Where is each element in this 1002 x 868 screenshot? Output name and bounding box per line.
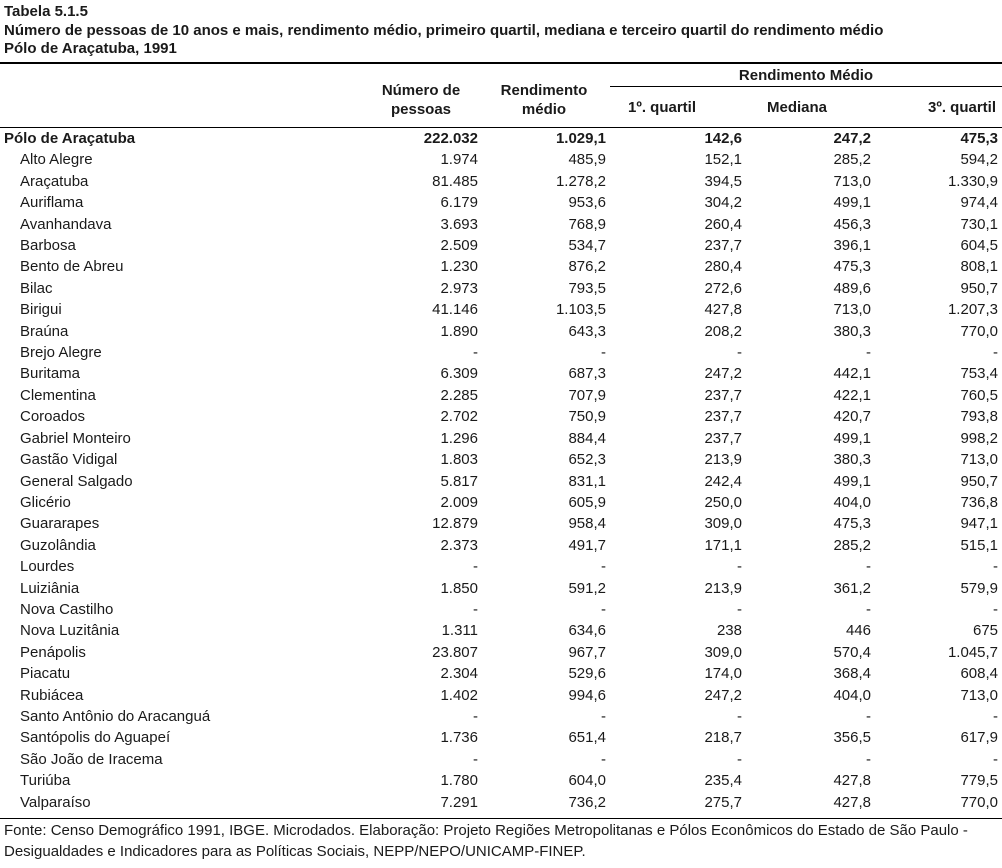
cell-mediana: 489,6 bbox=[833, 279, 871, 297]
cell-name: Lourdes bbox=[20, 558, 75, 576]
cell-pessoas: - bbox=[473, 750, 478, 768]
table-row bbox=[0, 556, 1002, 577]
cell-mediana: 427,8 bbox=[833, 793, 871, 811]
table-row bbox=[0, 192, 1002, 213]
cell-pessoas: 2.373 bbox=[440, 536, 478, 554]
cell-q1: 213,9 bbox=[704, 579, 742, 597]
cell-pessoas: 1.296 bbox=[440, 429, 478, 447]
cell-rendimento: 707,9 bbox=[568, 386, 606, 404]
cell-name: Nova Luzitânia bbox=[20, 622, 120, 640]
cell-pessoas: 1.974 bbox=[440, 151, 478, 169]
cell-q1: 171,1 bbox=[704, 536, 742, 554]
cell-q3: 736,8 bbox=[960, 493, 999, 511]
table-row bbox=[0, 321, 1002, 342]
cell-pessoas: 222.032 bbox=[423, 130, 478, 147]
cell-pessoas: 41.146 bbox=[432, 301, 478, 319]
cell-pessoas: 81.485 bbox=[432, 172, 478, 190]
cell-rendimento: - bbox=[601, 600, 606, 618]
cell-rendimento: 768,9 bbox=[568, 215, 606, 233]
header-pessoas-line2: pessoas bbox=[390, 101, 452, 118]
cell-rendimento: 529,6 bbox=[568, 665, 606, 683]
cell-rendimento: 643,3 bbox=[568, 322, 606, 340]
table-row bbox=[0, 642, 1002, 663]
cell-q3: 730,1 bbox=[960, 215, 999, 233]
cell-mediana: 427,8 bbox=[833, 772, 871, 790]
table-row bbox=[0, 385, 1002, 406]
table-row bbox=[0, 792, 1002, 813]
table-body bbox=[0, 128, 1002, 814]
cell-rendimento: 793,5 bbox=[568, 279, 606, 297]
table-row-total bbox=[0, 128, 1002, 150]
table-row bbox=[0, 770, 1002, 791]
cell-rendimento: 1.029,1 bbox=[555, 130, 606, 147]
cell-q3: 579,9 bbox=[960, 579, 999, 597]
table-row bbox=[0, 278, 1002, 299]
table-row bbox=[0, 578, 1002, 599]
cell-q1: 247,2 bbox=[704, 365, 742, 383]
cell-name: Auriflama bbox=[20, 194, 84, 212]
cell-mediana: 499,1 bbox=[833, 194, 871, 212]
cell-q1: 427,8 bbox=[704, 301, 742, 319]
header-rendimento bbox=[482, 64, 610, 128]
cell-pessoas: 3.693 bbox=[440, 215, 478, 233]
cell-mediana: - bbox=[866, 750, 871, 768]
cell-mediana: 285,2 bbox=[833, 151, 871, 169]
cell-q1: 309,0 bbox=[704, 643, 742, 661]
cell-name: Gastão Vidigal bbox=[20, 451, 118, 469]
cell-rendimento: 605,9 bbox=[568, 493, 606, 511]
cell-name: Bilac bbox=[20, 279, 53, 297]
cell-pessoas: - bbox=[473, 707, 478, 725]
table-row bbox=[0, 599, 1002, 620]
cell-q1: 304,2 bbox=[704, 194, 742, 212]
cell-pessoas: 7.291 bbox=[440, 793, 478, 811]
cell-name: Barbosa bbox=[20, 237, 76, 255]
cell-q1: - bbox=[737, 344, 742, 362]
cell-pessoas: 2.702 bbox=[440, 408, 478, 426]
cell-mediana: 396,1 bbox=[833, 237, 871, 255]
cell-q1: 250,0 bbox=[704, 493, 742, 511]
cell-pessoas: 6.309 bbox=[440, 365, 478, 383]
cell-name: Braúna bbox=[20, 322, 69, 340]
table-row bbox=[0, 149, 1002, 170]
cell-name: Guzolândia bbox=[20, 536, 96, 554]
cell-q1: - bbox=[737, 558, 742, 576]
cell-pessoas: 1.803 bbox=[440, 451, 478, 469]
cell-pessoas: 6.179 bbox=[440, 194, 478, 212]
cell-q3: 950,7 bbox=[960, 472, 999, 490]
cell-mediana: 404,0 bbox=[833, 686, 871, 704]
cell-q1: 237,7 bbox=[704, 429, 742, 447]
cell-q3: 753,4 bbox=[960, 365, 999, 383]
cell-name: Piacatu bbox=[20, 665, 71, 683]
cell-name: Glicério bbox=[20, 493, 71, 511]
cell-mediana: - bbox=[866, 707, 871, 725]
header-mediana: Mediana bbox=[746, 87, 875, 128]
cell-q1: 394,5 bbox=[704, 172, 742, 190]
cell-name: São João de Iracema bbox=[20, 750, 163, 768]
header-rendimento-line2: médio bbox=[521, 101, 567, 118]
cell-pessoas: - bbox=[473, 344, 478, 362]
cell-name: Nova Castilho bbox=[20, 600, 114, 618]
cell-q1: 174,0 bbox=[704, 665, 742, 683]
table-row bbox=[0, 706, 1002, 727]
cell-q1: 280,4 bbox=[704, 258, 742, 276]
cell-name: Alto Alegre bbox=[20, 151, 93, 169]
header-q1: 1º. quartil bbox=[610, 87, 746, 128]
cell-rendimento: 750,9 bbox=[568, 408, 606, 426]
cell-name: Coroados bbox=[20, 408, 86, 426]
cell-rendimento: - bbox=[601, 707, 606, 725]
cell-pessoas: 2.973 bbox=[440, 279, 478, 297]
cell-rendimento: 687,3 bbox=[568, 365, 606, 383]
table-row bbox=[0, 620, 1002, 641]
cell-rendimento: 884,4 bbox=[568, 429, 606, 447]
cell-q1: 208,2 bbox=[704, 322, 742, 340]
table-row bbox=[0, 663, 1002, 684]
cell-q3: 1.330,9 bbox=[947, 172, 999, 190]
title-block bbox=[4, 3, 883, 59]
cell-q3: 808,1 bbox=[960, 258, 999, 276]
cell-pessoas: 1.736 bbox=[440, 729, 478, 747]
cell-mediana: 361,2 bbox=[833, 579, 871, 597]
cell-q3: - bbox=[993, 600, 999, 618]
cell-q3: - bbox=[993, 707, 999, 725]
cell-rendimento: 652,3 bbox=[568, 451, 606, 469]
cell-q1: 275,7 bbox=[704, 793, 742, 811]
bottom-rule bbox=[0, 818, 1002, 819]
cell-q3: 604,5 bbox=[960, 237, 999, 255]
table-row bbox=[0, 171, 1002, 192]
cell-name: Rubiácea bbox=[20, 686, 84, 704]
cell-mediana: 247,2 bbox=[833, 130, 871, 147]
cell-q3: 998,2 bbox=[960, 429, 999, 447]
cell-q3: 793,8 bbox=[960, 408, 999, 426]
cell-rendimento: 994,6 bbox=[568, 686, 606, 704]
cell-q3: 713,0 bbox=[960, 451, 999, 469]
cell-mediana: 713,0 bbox=[833, 172, 871, 190]
data-table bbox=[0, 64, 1002, 813]
cell-pessoas: 1.780 bbox=[440, 772, 478, 790]
cell-q1: 237,7 bbox=[704, 237, 742, 255]
cell-q1: 235,4 bbox=[704, 772, 742, 790]
cell-mediana: 368,4 bbox=[833, 665, 871, 683]
cell-pessoas: 2.509 bbox=[440, 237, 478, 255]
table-row bbox=[0, 299, 1002, 320]
cell-pessoas: 5.817 bbox=[440, 472, 478, 490]
cell-pessoas: - bbox=[473, 600, 478, 618]
cell-name: Santópolis do Aguapeí bbox=[20, 729, 171, 747]
cell-pessoas: 1.230 bbox=[440, 258, 478, 276]
cell-name: Bento de Abreu bbox=[20, 258, 124, 276]
table-row bbox=[0, 363, 1002, 384]
header-pessoas bbox=[364, 64, 482, 128]
cell-q3: 1.045,7 bbox=[947, 643, 999, 661]
cell-q1: 247,2 bbox=[704, 686, 742, 704]
cell-mediana: 713,0 bbox=[833, 301, 871, 319]
cell-rendimento: 485,9 bbox=[568, 151, 606, 169]
header-pessoas-line1: Número de bbox=[381, 82, 461, 99]
cell-mediana: 442,1 bbox=[833, 365, 871, 383]
cell-q3: - bbox=[993, 558, 999, 576]
cell-mediana: 380,3 bbox=[833, 451, 871, 469]
cell-mediana: 475,3 bbox=[833, 258, 871, 276]
cell-name: General Salgado bbox=[20, 472, 133, 490]
cell-q3: 770,0 bbox=[960, 793, 999, 811]
cell-mediana: 380,3 bbox=[833, 322, 871, 340]
cell-pessoas: 2.304 bbox=[440, 665, 478, 683]
cell-q1: - bbox=[737, 707, 742, 725]
header-q3: 3º. quartil bbox=[875, 87, 1002, 128]
cell-pessoas: 1.850 bbox=[440, 579, 478, 597]
cell-q1: 142,6 bbox=[704, 130, 742, 147]
table-row bbox=[0, 342, 1002, 363]
cell-name: Luiziânia bbox=[20, 579, 80, 597]
cell-q1: 238 bbox=[716, 622, 742, 640]
cell-q1: 260,4 bbox=[704, 215, 742, 233]
cell-rendimento: 591,2 bbox=[568, 579, 606, 597]
cell-name: Brejo Alegre bbox=[20, 344, 102, 362]
table-title: Número de pessoas de 10 anos e mais, rendimento médio, primeiro quartil, mediana e terceiro quartil do rendimento médio bbox=[4, 21, 884, 39]
cell-rendimento: - bbox=[601, 750, 606, 768]
cell-rendimento: 958,4 bbox=[568, 515, 606, 533]
cell-rendimento: 534,7 bbox=[568, 237, 606, 255]
cell-q1: 218,7 bbox=[704, 729, 742, 747]
table-row bbox=[0, 749, 1002, 770]
cell-mediana: - bbox=[866, 344, 871, 362]
cell-pessoas: 12.879 bbox=[432, 515, 478, 533]
header-row-group bbox=[0, 64, 1002, 87]
table-subtitle: Pólo de Araçatuba, 1991 bbox=[4, 40, 177, 57]
cell-rendimento: 736,2 bbox=[568, 793, 606, 811]
cell-q3: 617,9 bbox=[960, 729, 999, 747]
cell-rendimento: 967,7 bbox=[568, 643, 606, 661]
cell-name: Penápolis bbox=[20, 643, 86, 661]
cell-mediana: 570,4 bbox=[833, 643, 871, 661]
table-row bbox=[0, 727, 1002, 748]
cell-name: Birigui bbox=[20, 301, 62, 319]
cell-rendimento: 491,7 bbox=[568, 536, 606, 554]
table-id: Tabela 5.1.5 bbox=[4, 3, 88, 20]
cell-q1: 242,4 bbox=[704, 472, 742, 490]
cell-q1: - bbox=[737, 750, 742, 768]
cell-rendimento: 604,0 bbox=[568, 772, 606, 790]
header-group-rendimento-medio: Rendimento Médio bbox=[610, 64, 1002, 87]
table-row bbox=[0, 471, 1002, 492]
cell-pessoas: 1.402 bbox=[440, 686, 478, 704]
cell-name: Santo Antônio do Aracanguá bbox=[20, 707, 211, 725]
cell-mediana: 499,1 bbox=[833, 429, 871, 447]
cell-q3: 608,4 bbox=[960, 665, 999, 683]
cell-q3: 947,1 bbox=[960, 515, 999, 533]
cell-name: Guararapes bbox=[20, 515, 100, 533]
table-row bbox=[0, 256, 1002, 277]
cell-name: Turiúba bbox=[20, 772, 71, 790]
cell-rendimento: 953,6 bbox=[568, 194, 606, 212]
cell-mediana: 285,2 bbox=[833, 536, 871, 554]
cell-mediana: - bbox=[866, 558, 871, 576]
cell-q1: 272,6 bbox=[704, 279, 742, 297]
table-row bbox=[0, 235, 1002, 256]
cell-q1: 152,1 bbox=[704, 151, 742, 169]
cell-rendimento: 634,6 bbox=[568, 622, 606, 640]
cell-pessoas: 1.890 bbox=[440, 322, 478, 340]
cell-name: Pólo de Araçatuba bbox=[4, 130, 136, 147]
cell-mediana: 446 bbox=[845, 622, 871, 640]
cell-pessoas: 2.285 bbox=[440, 386, 478, 404]
cell-rendimento: 1.103,5 bbox=[555, 301, 606, 319]
cell-rendimento: - bbox=[601, 558, 606, 576]
cell-mediana: 420,7 bbox=[833, 408, 871, 426]
cell-q3: 779,5 bbox=[960, 772, 999, 790]
cell-rendimento: 876,2 bbox=[568, 258, 606, 276]
cell-name: Araçatuba bbox=[20, 172, 89, 190]
cell-name: Avanhandava bbox=[20, 215, 112, 233]
cell-mediana: 475,3 bbox=[833, 515, 871, 533]
cell-mediana: 422,1 bbox=[833, 386, 871, 404]
cell-mediana: 456,3 bbox=[833, 215, 871, 233]
cell-name: Buritama bbox=[20, 365, 81, 383]
cell-mediana: - bbox=[866, 600, 871, 618]
table-row bbox=[0, 214, 1002, 235]
table-row bbox=[0, 428, 1002, 449]
cell-q1: - bbox=[737, 600, 742, 618]
table-row bbox=[0, 513, 1002, 534]
source-note: Fonte: Censo Demográfico 1991, IBGE. Microdados. Elaboração: Projeto Regiões Metropolitanas e Pólos Econômicos do Estado de São Paulo - Desigualdades e Indicadores para as Políticas Sociais, NEPP/NEPO/UNICAMP-FINEP. bbox=[4, 822, 968, 860]
cell-mediana: 404,0 bbox=[833, 493, 871, 511]
cell-mediana: 499,1 bbox=[833, 472, 871, 490]
cell-q1: 213,9 bbox=[704, 451, 742, 469]
cell-pessoas: 2.009 bbox=[440, 493, 478, 511]
cell-name: Valparaíso bbox=[20, 793, 91, 811]
table-row bbox=[0, 685, 1002, 706]
cell-q3: 594,2 bbox=[960, 151, 999, 169]
cell-q3: 713,0 bbox=[960, 686, 999, 704]
cell-q3: - bbox=[993, 750, 999, 768]
cell-q3: 974,4 bbox=[960, 194, 999, 212]
header-rendimento-line1: Rendimento bbox=[500, 82, 588, 99]
table-row bbox=[0, 449, 1002, 470]
cell-name: Clementina bbox=[20, 386, 96, 404]
cell-rendimento: 831,1 bbox=[568, 472, 606, 490]
cell-q3: 770,0 bbox=[960, 322, 999, 340]
cell-pessoas: 23.807 bbox=[432, 643, 478, 661]
cell-mediana: 356,5 bbox=[833, 729, 871, 747]
cell-pessoas: 1.311 bbox=[441, 622, 478, 640]
cell-q3: - bbox=[993, 344, 999, 362]
cell-rendimento: 1.278,2 bbox=[555, 172, 606, 190]
table-row bbox=[0, 535, 1002, 556]
cell-rendimento: - bbox=[601, 344, 606, 362]
cell-q1: 237,7 bbox=[704, 386, 742, 404]
cell-q3: 950,7 bbox=[960, 279, 999, 297]
header-name-empty bbox=[0, 64, 364, 128]
cell-q1: 309,0 bbox=[704, 515, 742, 533]
cell-q3: 1.207,3 bbox=[947, 301, 999, 319]
cell-q3: 515,1 bbox=[960, 536, 999, 554]
table-row bbox=[0, 406, 1002, 427]
cell-name: Gabriel Monteiro bbox=[20, 429, 131, 447]
cell-q3: 760,5 bbox=[960, 386, 999, 404]
cell-pessoas: - bbox=[473, 558, 478, 576]
cell-rendimento: 651,4 bbox=[568, 729, 606, 747]
table-row bbox=[0, 492, 1002, 513]
cell-q3: 475,3 bbox=[960, 130, 999, 147]
cell-q3: 675 bbox=[972, 622, 999, 640]
cell-q1: 237,7 bbox=[704, 408, 742, 426]
